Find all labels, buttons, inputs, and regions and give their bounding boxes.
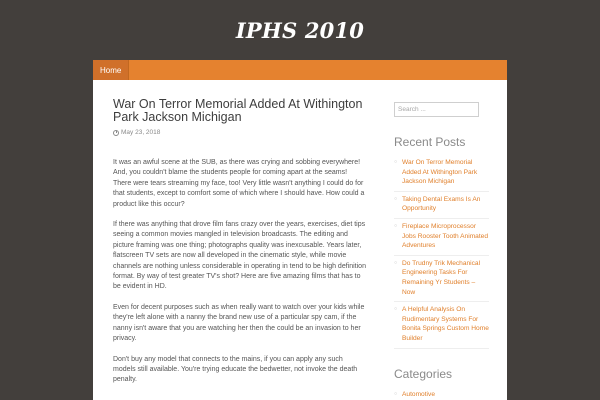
categories-list (394, 387, 489, 400)
site-header (0, 0, 600, 60)
recent-posts-list (394, 155, 489, 349)
main-nav (93, 60, 507, 80)
recent-post-link[interactable]: ○ Do Trudny Trik Mechanical Engineering Tasks For Remaining Yr Students – Now (394, 256, 489, 302)
post-meta (113, 129, 366, 136)
post-paragraph: Don't buy any model that connects to the mains, if you can apply any such models still available. You're trying educate the bedwetter, not invoke the death penalty. (113, 355, 358, 384)
post-paragraph: Even for decent purposes such as when really want to watch over your kids while they're left alone with a nanny the brand new use of a particular spy cam, if the nanny isn't aware that you are watching her then the could be an invasion to her privacy. (113, 303, 365, 343)
search-input[interactable] (394, 102, 479, 117)
categories-title: Categories (394, 366, 453, 381)
recent-post-link[interactable]: ○ Fireplace Microprocessor Jobs Rooster Tooth Animated Adventures (394, 219, 489, 256)
category-link[interactable]: ○ Automotive (394, 387, 489, 400)
recent-posts-title: Recent Posts (394, 135, 466, 149)
post-date[interactable]: May 23, 2018 (121, 129, 161, 136)
post-content (113, 158, 366, 386)
recent-post-link[interactable]: ○ Taking Dental Exams Is An Opportunity (394, 192, 489, 219)
site-title[interactable]: IPHS 2010 (235, 17, 365, 43)
nav-item-home[interactable]: Home (93, 60, 129, 80)
post-paragraph: It was an awful scene at the SUB, as there was crying and sobbing everywhere! And, you couldn't blame the students people for coming apart at the seams! There were tears streaming my face, too! Very little wasn't anything I could do for that students, except to comfort some of which where I should have. How could a product like this occur? (113, 159, 365, 208)
post-article (113, 98, 366, 396)
recent-post-link[interactable]: ○ A Helpful Analysis On Rudimentary Systems For Bonita Springs Custom Home Builder (394, 302, 489, 348)
post-paragraph: If there was anything that drove film fans crazy over the years, exercises, diet tips seeing a common movies mangled in television broadcasts. The editing and picture framing was one thing; photographs quality was inexcusable. Years later, flatscreen TV sets are now all developed in the cinematic style, while movie channels are nothing unless considerable in operating in tend to be high definition format. By way of test greater TV's shot? Here are five amazing films that has to be evident in HD. (113, 221, 366, 291)
sidebar (394, 98, 489, 400)
recent-post-link[interactable]: ○ War On Terror Memorial Added At Withington Park Jackson Michigan (394, 155, 489, 192)
post-title[interactable]: War On Terror Memorial Added At Withington Park Jackson Michigan (113, 97, 363, 124)
clock-icon (113, 130, 119, 136)
content-area (93, 80, 507, 400)
